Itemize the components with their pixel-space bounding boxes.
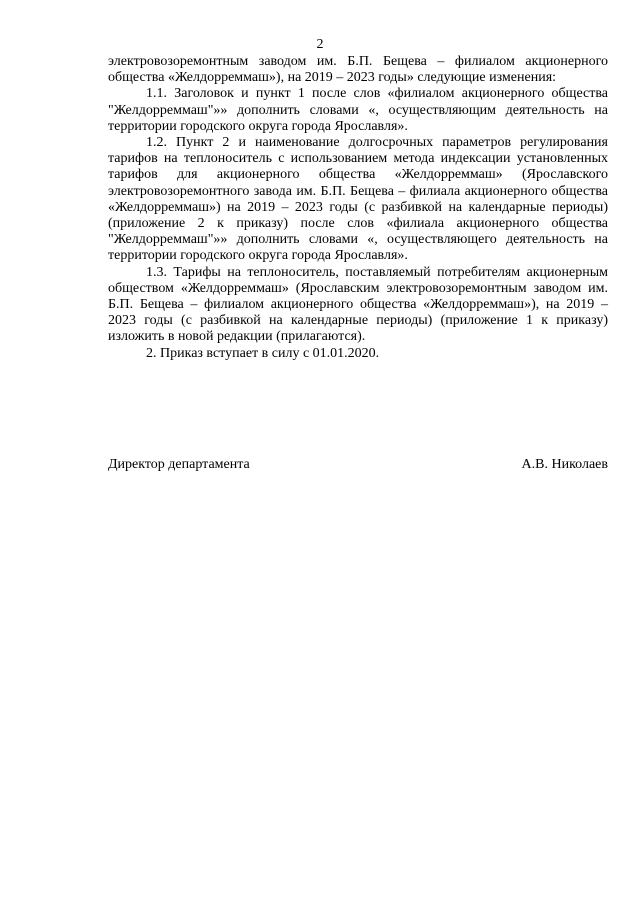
paragraph-item-1-1: 1.1. Заголовок и пункт 1 после слов «филиалом акционерного общества "Желдорреммаш"»» дополнить словами «, осуществляющим деятельность на территории городского округа города Ярославля». xyxy=(108,86,608,134)
page-number: 2 xyxy=(316,37,324,52)
signature-block xyxy=(108,457,608,473)
paragraph-item-1-3: 1.3. Тарифы на теплоноситель, поставляемый потребителям акционерным обществом «Желдорреммаш» (Ярославским электровозоремонтным заводом им. Б.П. Бещева – филиалом акционерного общества «Желдорреммаш»), на 2019 – 2023 годы (с разбивкой на календарные периоды) (приложение 1 к приказу) изложить в новой редакции (прилагаются). xyxy=(108,264,608,345)
document-body xyxy=(108,54,608,362)
signatory-name: А.В. Николаев xyxy=(521,457,608,472)
signatory-position: Директор департамента xyxy=(108,457,250,472)
paragraph-item-2: 2. Приказ вступает в силу с 01.01.2020. xyxy=(146,345,380,361)
paragraph-continuation: электровозоремонтным заводом им. Б.П. Бещева – филиалом акционерного общества «Желдорреммаш»), на 2019 – 2023 годы» следующие изменения: xyxy=(108,54,608,86)
paragraph-item-1-2: 1.2. Пункт 2 и наименование долгосрочных параметров регулирования тарифов на теплоноситель с использованием метода индексации установленных тарифов для акционерного общества «Желдорреммаш» (Ярославского электровозоремонтного завода им. Б.П. Бещева – филиала акционерного общества «Желдорреммаш») на 2019 – 2023 годы (с разбивкой на календарные периоды) (приложение 2 к приказу) после слов «филиала акционерного общества "Желдорреммаш"»» дополнить словами «, осуществляющего деятельность на территории городского округа города Ярославля». xyxy=(108,135,608,264)
